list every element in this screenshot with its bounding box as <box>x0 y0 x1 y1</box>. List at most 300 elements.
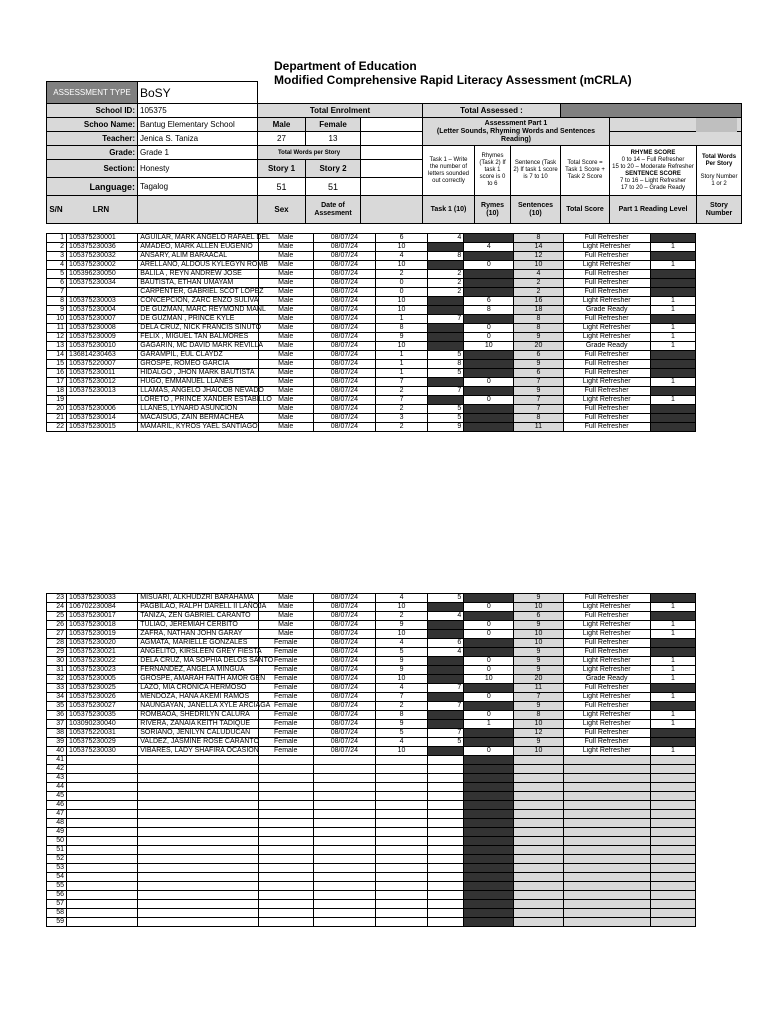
row-cell[interactable] <box>138 855 258 864</box>
row-cell[interactable] <box>563 882 650 891</box>
row-sentences[interactable] <box>464 729 514 738</box>
row-story[interactable]: 1 <box>650 603 695 612</box>
row-cell[interactable] <box>313 846 375 855</box>
row-level[interactable]: Light Refresher <box>563 243 650 252</box>
row-sentences[interactable] <box>464 684 514 693</box>
row-total[interactable]: 7 <box>514 693 563 702</box>
row-story[interactable]: 1 <box>650 261 695 270</box>
row-cell[interactable] <box>313 855 375 864</box>
row-cell[interactable] <box>375 783 427 792</box>
row-lrn[interactable]: 105375230003 <box>67 297 138 306</box>
row-cell[interactable] <box>375 765 427 774</box>
row-cell[interactable] <box>428 855 464 864</box>
row-cell[interactable] <box>563 873 650 882</box>
row-story[interactable]: 1 <box>650 666 695 675</box>
row-lrn[interactable]: 105375230004 <box>67 306 138 315</box>
row-date[interactable]: 08/07/24 <box>313 279 375 288</box>
row-date[interactable]: 08/07/24 <box>313 243 375 252</box>
row-cell[interactable] <box>563 855 650 864</box>
row-lrn[interactable]: 105375230036 <box>67 243 138 252</box>
teacher-value[interactable]: Jenica S. Taniza <box>138 132 258 146</box>
row-story[interactable]: 1 <box>650 306 695 315</box>
row-sex[interactable]: Male <box>258 405 313 414</box>
row-cell[interactable] <box>650 756 695 765</box>
row-cell[interactable] <box>138 891 258 900</box>
row-cell[interactable] <box>67 810 138 819</box>
row-task1[interactable]: 5 <box>375 729 427 738</box>
row-story[interactable] <box>650 279 695 288</box>
row-cell[interactable] <box>258 873 313 882</box>
row-total[interactable]: 9 <box>514 738 563 747</box>
row-cell[interactable] <box>258 900 313 909</box>
row-cell[interactable] <box>563 828 650 837</box>
row-rymes[interactable] <box>428 675 464 684</box>
row-name[interactable]: ANSARY, ALIM BARAACAL <box>138 252 258 261</box>
row-date[interactable]: 08/07/24 <box>313 657 375 666</box>
row-story[interactable] <box>650 423 695 432</box>
row-cell[interactable] <box>514 792 563 801</box>
row-sentences[interactable]: 0 <box>464 261 514 270</box>
row-total[interactable]: 11 <box>514 684 563 693</box>
row-lrn[interactable]: 105375230033 <box>67 594 138 603</box>
row-sentences[interactable] <box>464 414 514 423</box>
row-total[interactable]: 6 <box>514 351 563 360</box>
row-rymes[interactable]: 5 <box>428 738 464 747</box>
row-task1[interactable]: 8 <box>375 324 427 333</box>
row-total[interactable]: 2 <box>514 279 563 288</box>
row-level[interactable]: Full Refresher <box>563 738 650 747</box>
row-cell[interactable] <box>563 801 650 810</box>
row-cell[interactable] <box>313 810 375 819</box>
row-lrn[interactable]: 105375230008 <box>67 324 138 333</box>
row-lrn[interactable]: 105375230035 <box>67 711 138 720</box>
row-rymes[interactable]: 8 <box>428 360 464 369</box>
row-cell[interactable] <box>67 855 138 864</box>
row-cell[interactable] <box>375 801 427 810</box>
row-level[interactable]: Full Refresher <box>563 315 650 324</box>
row-sex[interactable]: Male <box>258 387 313 396</box>
row-sentences[interactable] <box>464 423 514 432</box>
row-rymes[interactable] <box>428 306 464 315</box>
row-cell[interactable] <box>428 756 464 765</box>
row-sex[interactable]: Female <box>258 702 313 711</box>
row-task1[interactable]: 2 <box>375 387 427 396</box>
row-story[interactable] <box>650 405 695 414</box>
row-cell[interactable] <box>563 891 650 900</box>
row-cell[interactable] <box>258 918 313 927</box>
row-rymes[interactable]: 4 <box>428 648 464 657</box>
row-rymes[interactable] <box>428 261 464 270</box>
row-date[interactable]: 08/07/24 <box>313 675 375 684</box>
row-sentences[interactable]: 0 <box>464 333 514 342</box>
row-cell[interactable] <box>138 837 258 846</box>
row-lrn[interactable]: 136814230463 <box>67 351 138 360</box>
row-sex[interactable]: Male <box>258 324 313 333</box>
row-cell[interactable] <box>464 891 514 900</box>
row-cell[interactable] <box>428 783 464 792</box>
row-sex[interactable]: Male <box>258 279 313 288</box>
row-cell[interactable] <box>514 783 563 792</box>
row-level[interactable]: Full Refresher <box>563 414 650 423</box>
row-cell[interactable] <box>313 801 375 810</box>
row-date[interactable]: 08/07/24 <box>313 369 375 378</box>
row-level[interactable]: Grade Ready <box>563 306 650 315</box>
row-cell[interactable] <box>563 909 650 918</box>
row-task1[interactable]: 9 <box>375 621 427 630</box>
row-rymes[interactable]: 5 <box>428 351 464 360</box>
row-total[interactable]: 9 <box>514 702 563 711</box>
row-cell[interactable] <box>428 900 464 909</box>
story1-value[interactable]: 51 <box>258 178 306 196</box>
row-rymes[interactable] <box>428 297 464 306</box>
row-cell[interactable] <box>650 846 695 855</box>
row-name[interactable]: LLANES, LYNARD ASUNCION <box>138 405 258 414</box>
row-lrn[interactable]: 105375230009 <box>67 333 138 342</box>
row-cell[interactable] <box>138 792 258 801</box>
row-sex[interactable]: Male <box>258 594 313 603</box>
row-level[interactable]: Full Refresher <box>563 612 650 621</box>
row-cell[interactable] <box>375 918 427 927</box>
row-rymes[interactable]: 4 <box>428 612 464 621</box>
row-lrn[interactable]: 105375230015 <box>67 423 138 432</box>
row-date[interactable]: 08/07/24 <box>313 666 375 675</box>
row-total[interactable]: 10 <box>514 639 563 648</box>
row-sentences[interactable] <box>464 594 514 603</box>
row-story[interactable] <box>650 315 695 324</box>
row-rymes[interactable]: 4 <box>428 234 464 243</box>
row-sex[interactable]: Male <box>258 234 313 243</box>
row-task1[interactable]: 10 <box>375 243 427 252</box>
row-story[interactable]: 1 <box>650 378 695 387</box>
row-name[interactable]: DE GUZMAN , PRINCE KYLE <box>138 315 258 324</box>
row-name[interactable]: DE GUZMAN, MARC REYMOND MANL <box>138 306 258 315</box>
row-level[interactable]: Full Refresher <box>563 252 650 261</box>
row-lrn[interactable]: 105375230005 <box>67 675 138 684</box>
row-name[interactable]: GROSPE, ROMEO GARCIA <box>138 360 258 369</box>
row-lrn[interactable]: 106702230084 <box>67 603 138 612</box>
row-date[interactable]: 08/07/24 <box>313 252 375 261</box>
row-name[interactable]: ANGELITO, KIRSLEEN GREY FIESTA <box>138 648 258 657</box>
row-level[interactable]: Light Refresher <box>563 261 650 270</box>
row-story[interactable] <box>650 738 695 747</box>
row-sex[interactable]: Male <box>258 288 313 297</box>
row-task1[interactable]: 4 <box>375 252 427 261</box>
row-task1[interactable]: 10 <box>375 675 427 684</box>
row-lrn[interactable]: 105375230029 <box>67 738 138 747</box>
row-sentences[interactable]: 10 <box>464 675 514 684</box>
row-cell[interactable] <box>428 882 464 891</box>
row-cell[interactable] <box>514 837 563 846</box>
row-name[interactable]: DELA CRUZ, NICK FRANCIS SINUTO <box>138 324 258 333</box>
row-name[interactable]: FELIX , MIGUEL TAN BALMORES <box>138 333 258 342</box>
row-level[interactable]: Light Refresher <box>563 297 650 306</box>
row-sentences[interactable] <box>464 252 514 261</box>
row-cell[interactable] <box>258 846 313 855</box>
row-cell[interactable] <box>138 873 258 882</box>
row-story[interactable] <box>650 684 695 693</box>
row-cell[interactable] <box>428 891 464 900</box>
row-cell[interactable] <box>514 774 563 783</box>
row-level[interactable]: Full Refresher <box>563 387 650 396</box>
row-sex[interactable]: Female <box>258 657 313 666</box>
row-level[interactable]: Light Refresher <box>563 603 650 612</box>
row-sentences[interactable] <box>464 270 514 279</box>
row-cell[interactable] <box>67 783 138 792</box>
row-cell[interactable] <box>563 765 650 774</box>
row-cell[interactable] <box>67 801 138 810</box>
row-story[interactable]: 1 <box>650 720 695 729</box>
row-lrn[interactable]: 105375230017 <box>67 612 138 621</box>
row-total[interactable]: 20 <box>514 342 563 351</box>
row-lrn[interactable]: 103090230040 <box>67 720 138 729</box>
row-rymes[interactable] <box>428 630 464 639</box>
row-cell[interactable] <box>464 756 514 765</box>
row-sex[interactable]: Male <box>258 306 313 315</box>
row-cell[interactable] <box>375 819 427 828</box>
row-total[interactable]: 9 <box>514 666 563 675</box>
row-name[interactable]: VIBARES, LADY SHAFIRA OCASION <box>138 747 258 756</box>
row-story[interactable]: 1 <box>650 243 695 252</box>
row-cell[interactable] <box>563 774 650 783</box>
row-task1[interactable]: 5 <box>375 648 427 657</box>
row-name[interactable]: GARAMPIL, EUL CLAYDZ <box>138 351 258 360</box>
male-count[interactable]: 27 <box>258 132 306 146</box>
row-rymes[interactable] <box>428 243 464 252</box>
row-story[interactable] <box>650 288 695 297</box>
row-level[interactable]: Grade Ready <box>563 342 650 351</box>
row-date[interactable]: 08/07/24 <box>313 648 375 657</box>
row-sentences[interactable] <box>464 369 514 378</box>
row-total[interactable]: 9 <box>514 648 563 657</box>
row-rymes[interactable] <box>428 657 464 666</box>
row-sex[interactable]: Male <box>258 603 313 612</box>
row-total[interactable]: 9 <box>514 360 563 369</box>
assessment-type-value[interactable]: BoSY <box>138 82 258 104</box>
row-total[interactable]: 8 <box>514 711 563 720</box>
row-sentences[interactable]: 0 <box>464 711 514 720</box>
female-count[interactable]: 13 <box>306 132 361 146</box>
row-story[interactable] <box>650 252 695 261</box>
row-sex[interactable]: Male <box>258 360 313 369</box>
row-total[interactable]: 10 <box>514 261 563 270</box>
row-cell[interactable] <box>514 864 563 873</box>
row-cell[interactable] <box>428 864 464 873</box>
row-cell[interactable] <box>428 801 464 810</box>
row-total[interactable]: 14 <box>514 243 563 252</box>
row-sentences[interactable]: 0 <box>464 621 514 630</box>
row-cell[interactable] <box>650 765 695 774</box>
row-cell[interactable] <box>650 891 695 900</box>
row-name[interactable]: TULIAO, JEREMIAH CERBITO <box>138 621 258 630</box>
row-task1[interactable]: 3 <box>375 414 427 423</box>
row-sex[interactable]: Female <box>258 666 313 675</box>
row-cell[interactable] <box>375 855 427 864</box>
row-lrn[interactable]: 105375230034 <box>67 279 138 288</box>
row-sentences[interactable] <box>464 387 514 396</box>
row-name[interactable]: BAUTISTA, ETHAN UMAYAM <box>138 279 258 288</box>
row-cell[interactable] <box>428 810 464 819</box>
row-cell[interactable] <box>563 756 650 765</box>
row-total[interactable]: 20 <box>514 675 563 684</box>
row-sentences[interactable]: 0 <box>464 657 514 666</box>
row-name[interactable]: MACAISUG, ZAIN BERMACHEA <box>138 414 258 423</box>
row-rymes[interactable]: 7 <box>428 684 464 693</box>
row-sentences[interactable] <box>464 648 514 657</box>
language-value[interactable]: Tagalog <box>138 178 258 196</box>
row-cell[interactable] <box>464 855 514 864</box>
row-story[interactable]: 1 <box>650 396 695 405</box>
row-cell[interactable] <box>375 792 427 801</box>
row-total[interactable]: 9 <box>514 333 563 342</box>
row-cell[interactable] <box>67 756 138 765</box>
row-cell[interactable] <box>138 819 258 828</box>
row-story[interactable]: 1 <box>650 657 695 666</box>
row-cell[interactable] <box>258 909 313 918</box>
row-sentences[interactable] <box>464 612 514 621</box>
row-level[interactable]: Full Refresher <box>563 279 650 288</box>
row-lrn[interactable]: 105375230022 <box>67 657 138 666</box>
row-total[interactable]: 6 <box>514 369 563 378</box>
row-level[interactable]: Light Refresher <box>563 711 650 720</box>
row-task1[interactable]: 7 <box>375 396 427 405</box>
row-cell[interactable] <box>464 819 514 828</box>
row-lrn[interactable]: 105375230023 <box>67 666 138 675</box>
row-cell[interactable] <box>67 891 138 900</box>
row-date[interactable]: 08/07/24 <box>313 612 375 621</box>
row-sex[interactable]: Female <box>258 720 313 729</box>
row-cell[interactable] <box>138 801 258 810</box>
row-cell[interactable] <box>138 810 258 819</box>
row-rymes[interactable] <box>428 342 464 351</box>
row-rymes[interactable]: 2 <box>428 288 464 297</box>
row-sex[interactable]: Female <box>258 738 313 747</box>
row-cell[interactable] <box>650 783 695 792</box>
row-lrn[interactable]: 105375230021 <box>67 648 138 657</box>
row-level[interactable]: Light Refresher <box>563 396 650 405</box>
row-level[interactable]: Full Refresher <box>563 594 650 603</box>
row-total[interactable]: 7 <box>514 378 563 387</box>
row-task1[interactable]: 10 <box>375 297 427 306</box>
row-cell[interactable] <box>464 837 514 846</box>
row-task1[interactable]: 2 <box>375 702 427 711</box>
row-lrn[interactable]: 105396230050 <box>67 270 138 279</box>
row-cell[interactable] <box>258 864 313 873</box>
row-cell[interactable] <box>428 819 464 828</box>
row-name[interactable]: LLAMAS, ANGELO JHAICOB NEVADO <box>138 387 258 396</box>
row-name[interactable]: TANIZA, ZEN GABRIEL CARANTO <box>138 612 258 621</box>
row-cell[interactable] <box>428 792 464 801</box>
row-name[interactable]: AMADEO, MARK ALLEN EUGENIO <box>138 243 258 252</box>
row-total[interactable]: 7 <box>514 396 563 405</box>
row-name[interactable]: VALDEZ, JASMINE ROSE CARANTO <box>138 738 258 747</box>
row-cell[interactable] <box>514 846 563 855</box>
row-rymes[interactable]: 2 <box>428 270 464 279</box>
row-level[interactable]: Full Refresher <box>563 288 650 297</box>
row-rymes[interactable]: 5 <box>428 414 464 423</box>
row-date[interactable]: 08/07/24 <box>313 693 375 702</box>
row-task1[interactable]: 0 <box>375 288 427 297</box>
row-name[interactable]: LAZO, MIA CRONICA HERMOSO <box>138 684 258 693</box>
row-sentences[interactable] <box>464 360 514 369</box>
row-sex[interactable]: Male <box>258 243 313 252</box>
row-cell[interactable] <box>650 801 695 810</box>
row-story[interactable] <box>650 612 695 621</box>
row-rymes[interactable] <box>428 603 464 612</box>
row-rymes[interactable]: 7 <box>428 387 464 396</box>
row-name[interactable]: RIVERA, ZANAIA KEITH TADIQUE <box>138 720 258 729</box>
row-story[interactable]: 1 <box>650 342 695 351</box>
row-name[interactable]: DELA CRUZ, MA SOPHIA DELOS SANTO <box>138 657 258 666</box>
row-story[interactable]: 1 <box>650 324 695 333</box>
row-cell[interactable] <box>67 900 138 909</box>
row-task1[interactable]: 10 <box>375 342 427 351</box>
row-name[interactable]: MAMARIL, KYROS YAEL SANTIAGO <box>138 423 258 432</box>
row-sex[interactable]: Female <box>258 747 313 756</box>
row-cell[interactable] <box>313 765 375 774</box>
row-cell[interactable] <box>67 882 138 891</box>
row-cell[interactable] <box>375 774 427 783</box>
row-cell[interactable] <box>464 828 514 837</box>
row-sex[interactable]: Female <box>258 729 313 738</box>
row-task1[interactable]: 8 <box>375 711 427 720</box>
row-lrn[interactable]: 105375230014 <box>67 414 138 423</box>
row-cell[interactable] <box>514 828 563 837</box>
row-total[interactable]: 7 <box>514 405 563 414</box>
row-rymes[interactable] <box>428 693 464 702</box>
row-cell[interactable] <box>464 792 514 801</box>
row-lrn[interactable]: 105375230019 <box>67 630 138 639</box>
row-sentences[interactable] <box>464 405 514 414</box>
row-cell[interactable] <box>375 864 427 873</box>
row-cell[interactable] <box>138 900 258 909</box>
row-task1[interactable]: 4 <box>375 639 427 648</box>
row-date[interactable]: 08/07/24 <box>313 324 375 333</box>
row-cell[interactable] <box>138 846 258 855</box>
row-lrn[interactable]: 105375230026 <box>67 693 138 702</box>
row-rymes[interactable] <box>428 666 464 675</box>
row-rymes[interactable] <box>428 324 464 333</box>
row-cell[interactable] <box>464 801 514 810</box>
row-date[interactable]: 08/07/24 <box>313 306 375 315</box>
row-lrn[interactable]: 105375230006 <box>67 405 138 414</box>
row-sentences[interactable] <box>464 702 514 711</box>
row-cell[interactable] <box>375 900 427 909</box>
row-lrn[interactable]: 105375230013 <box>67 387 138 396</box>
row-rymes[interactable] <box>428 396 464 405</box>
row-cell[interactable] <box>138 882 258 891</box>
row-story[interactable] <box>650 594 695 603</box>
story2-value[interactable]: 51 <box>306 178 361 196</box>
row-cell[interactable] <box>650 810 695 819</box>
row-cell[interactable] <box>375 882 427 891</box>
row-rymes[interactable]: 7 <box>428 315 464 324</box>
row-cell[interactable] <box>514 882 563 891</box>
row-cell[interactable] <box>650 882 695 891</box>
row-cell[interactable] <box>514 756 563 765</box>
row-cell[interactable] <box>650 909 695 918</box>
row-total[interactable]: 2 <box>514 288 563 297</box>
row-name[interactable]: MENDOZA, HANA AKEMI RAMOS <box>138 693 258 702</box>
row-cell[interactable] <box>650 900 695 909</box>
row-sex[interactable]: Female <box>258 639 313 648</box>
row-level[interactable]: Full Refresher <box>563 369 650 378</box>
row-story[interactable] <box>650 414 695 423</box>
row-cell[interactable] <box>313 837 375 846</box>
row-cell[interactable] <box>375 873 427 882</box>
row-level[interactable]: Full Refresher <box>563 270 650 279</box>
row-date[interactable]: 08/07/24 <box>313 315 375 324</box>
row-story[interactable] <box>650 702 695 711</box>
